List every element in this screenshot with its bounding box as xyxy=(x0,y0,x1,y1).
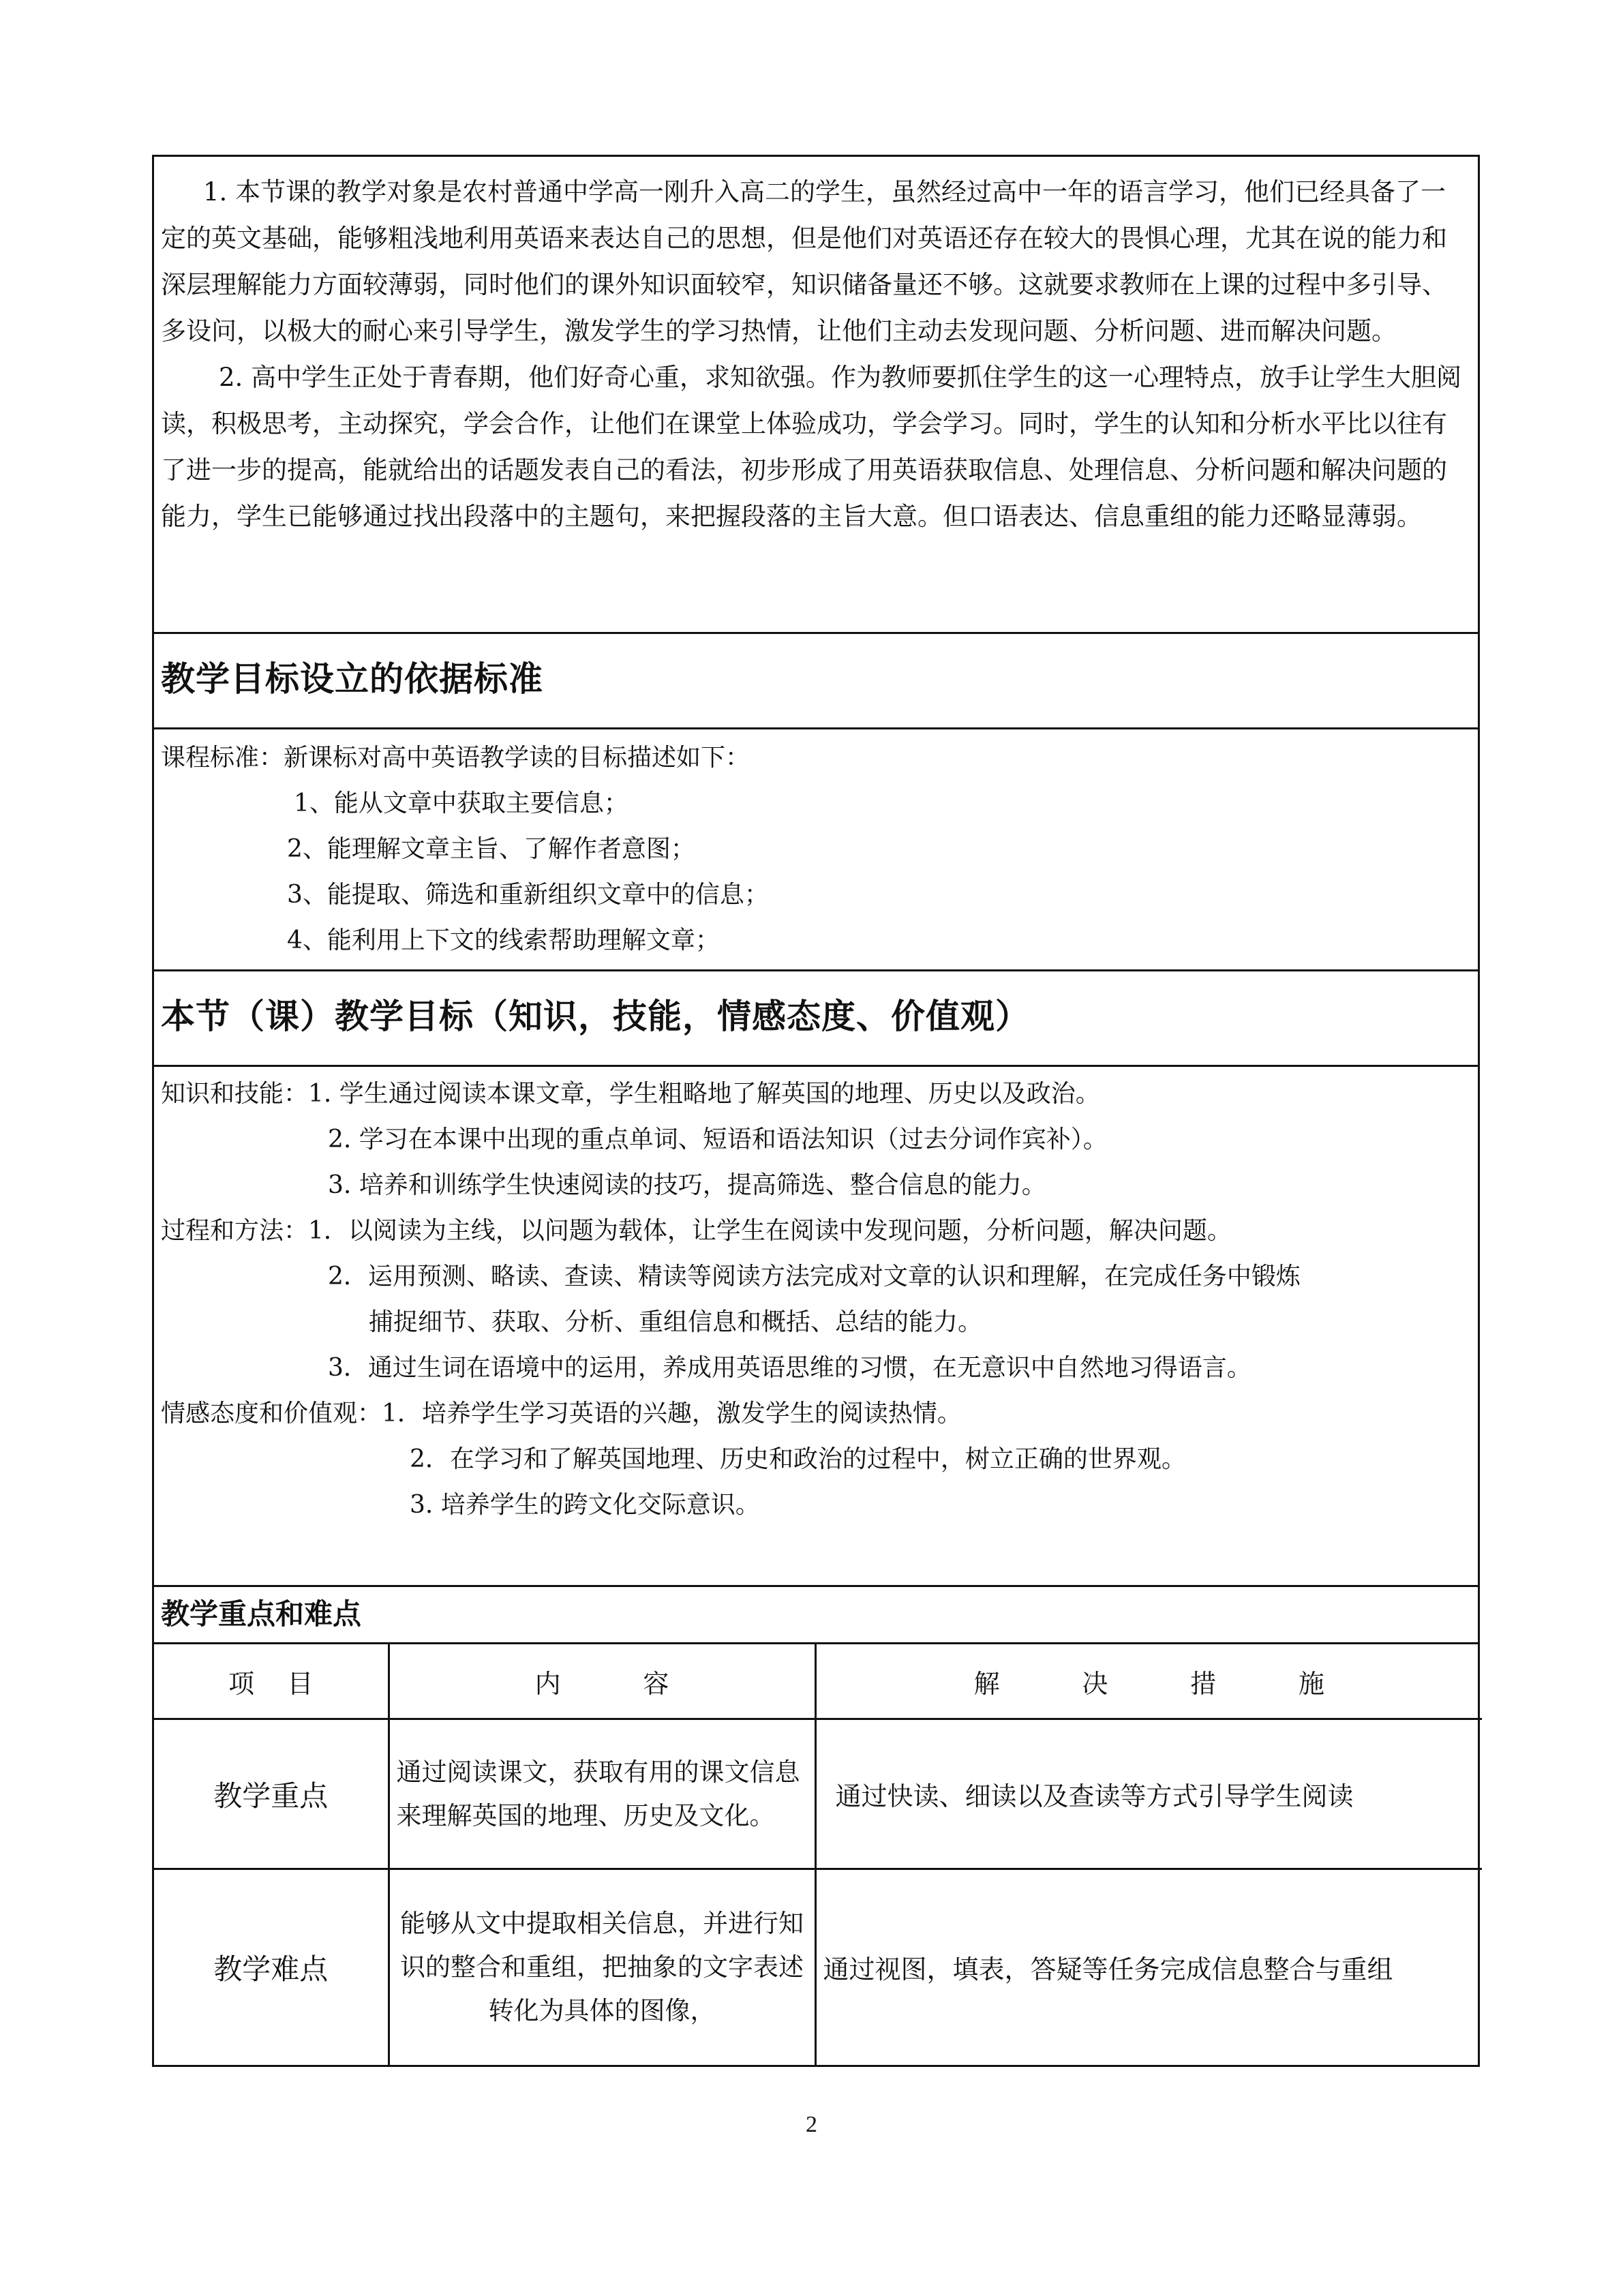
student-analysis-section xyxy=(154,157,1478,634)
analysis-paragraph-2: 2. 高中学生正处于青春期，他们好奇心重，求知欲强。作为教师要抓住学生的这一心理特点，放手让学生大胆阅读，积极思考，主动探究，学会合作，让他们在课堂上体验成功，学会学习。同时，学生的认知和分析水平比以往有了进一步的提高，能就给出的话题发表自己的看法，初步形成了用英语获取信息、处理信息、分析问题和解决问题的能力，学生已能够通过找出段落中的主题句，来把握段落的主旨大意。但口语表达、信息重组的能力还略显薄弱。 xyxy=(161,363,1462,531)
row-item: 教学难点 xyxy=(154,1869,389,2065)
row-solution: 通过视图，填表，答疑等任务完成信息整合与重组 xyxy=(815,1869,1482,2065)
basis-item: 3、能提取、筛选和重新组织文章中的信息； xyxy=(287,881,769,909)
col-solution-header: 解 决 措 施 xyxy=(815,1644,1482,1719)
objective-line: 情感态度和价值观：1．培养学生学习英语的兴趣，激发学生的阅读热情。 xyxy=(161,1400,962,1428)
table-row xyxy=(154,1719,1482,1869)
basis-item: 2、能理解文章主旨、了解作者意图； xyxy=(287,835,695,863)
objectives-section xyxy=(154,1067,1478,1587)
basis-section xyxy=(154,729,1478,971)
objective-line: 2．运用预测、略读、查读、精读等阅读方法完成对文章的认识和理解，在完成任务中锻炼 xyxy=(328,1263,1301,1290)
objective-line: 捕捉细节、获取、分析、重组信息和概括、总结的能力。 xyxy=(369,1308,983,1336)
col-content-header: 内 容 xyxy=(389,1644,815,1719)
keypoints-heading-row xyxy=(154,1587,1478,1644)
basis-heading-row xyxy=(154,634,1478,729)
row-content-text: 能够从文中提取相关信息，并进行知识的整合和重组，把抽象的文字表述转化为具体的图像， xyxy=(400,1908,804,2025)
basis-heading: 教学目标设立的依据标准 xyxy=(161,659,543,699)
row-item: 教学重点 xyxy=(154,1719,389,1869)
page-number: 2 xyxy=(806,2112,817,2137)
objective-line: 3. 培养学生的跨文化交际意识。 xyxy=(410,1491,760,1519)
col-item-header: 项 目 xyxy=(154,1644,389,1719)
objective-line: 过程和方法：1．以阅读为主线，以问题为载体，让学生在阅读中发现问题，分析问题，解决问题。 xyxy=(161,1217,1232,1245)
keypoints-header-row xyxy=(154,1644,1482,1719)
objective-line: 3. 培养和训练学生快速阅读的技巧，提高筛选、整合信息的能力。 xyxy=(328,1171,1046,1199)
row-content-text: 通过阅读课文，获取有用的课文信息来理解英国的地理、历史及文化。 xyxy=(396,1757,800,1830)
objectives-heading-row xyxy=(154,971,1478,1067)
keypoints-section xyxy=(154,1644,1478,2065)
table-row xyxy=(154,1869,1482,2065)
objective-line: 3．通过生词在语境中的运用，养成用英语思维的习惯，在无意识中自然地习得语言。 xyxy=(328,1354,1252,1382)
analysis-paragraph-1: 1. 本节课的教学对象是农村普通中学高一刚升入高二的学生，虽然经过高中一年的语言学习，他们已经具备了一定的英文基础，能够粗浅地利用英语来表达自己的思想，但是他们对英语还存在较大的畏惧心理，尤其在说的能力和深层理解能力方面较薄弱，同时他们的课外知识面较窄，知识储备量还不够。这就要求教师在上课的过程中多引导、多设问，以极大的耐心来引导学生，激发学生的学习热情，让他们主动去发现问题、分析问题、进而解决问题。 xyxy=(161,177,1447,346)
keypoints-table xyxy=(154,1644,1482,2065)
row-solution: 通过快读、细读以及查读等方式引导学生阅读 xyxy=(815,1719,1482,1869)
basis-item: 4、能利用上下文的线索帮助理解文章； xyxy=(287,926,720,954)
basis-item: 1、能从文章中获取主要信息； xyxy=(294,789,628,817)
keypoints-heading: 教学重点和难点 xyxy=(161,1597,362,1631)
lesson-plan-table xyxy=(152,155,1480,2067)
objective-line: 知识和技能：1. 学生通过阅读本课文章，学生粗略地了解英国的地理、历史以及政治。 xyxy=(161,1080,1100,1108)
objective-line: 2．在学习和了解英国地理、历史和政治的过程中，树立正确的世界观。 xyxy=(410,1445,1186,1473)
basis-intro: 课程标准：新课标对高中英语教学读的目标描述如下： xyxy=(161,744,750,772)
objective-line: 2. 学习在本课中出现的重点单词、短语和语法知识（过去分词作宾补）。 xyxy=(328,1126,1108,1153)
row-content xyxy=(389,1869,815,2065)
objectives-heading: 本节（课）教学目标（知识，技能，情感态度、价值观） xyxy=(161,997,1030,1036)
row-content xyxy=(389,1719,815,1869)
